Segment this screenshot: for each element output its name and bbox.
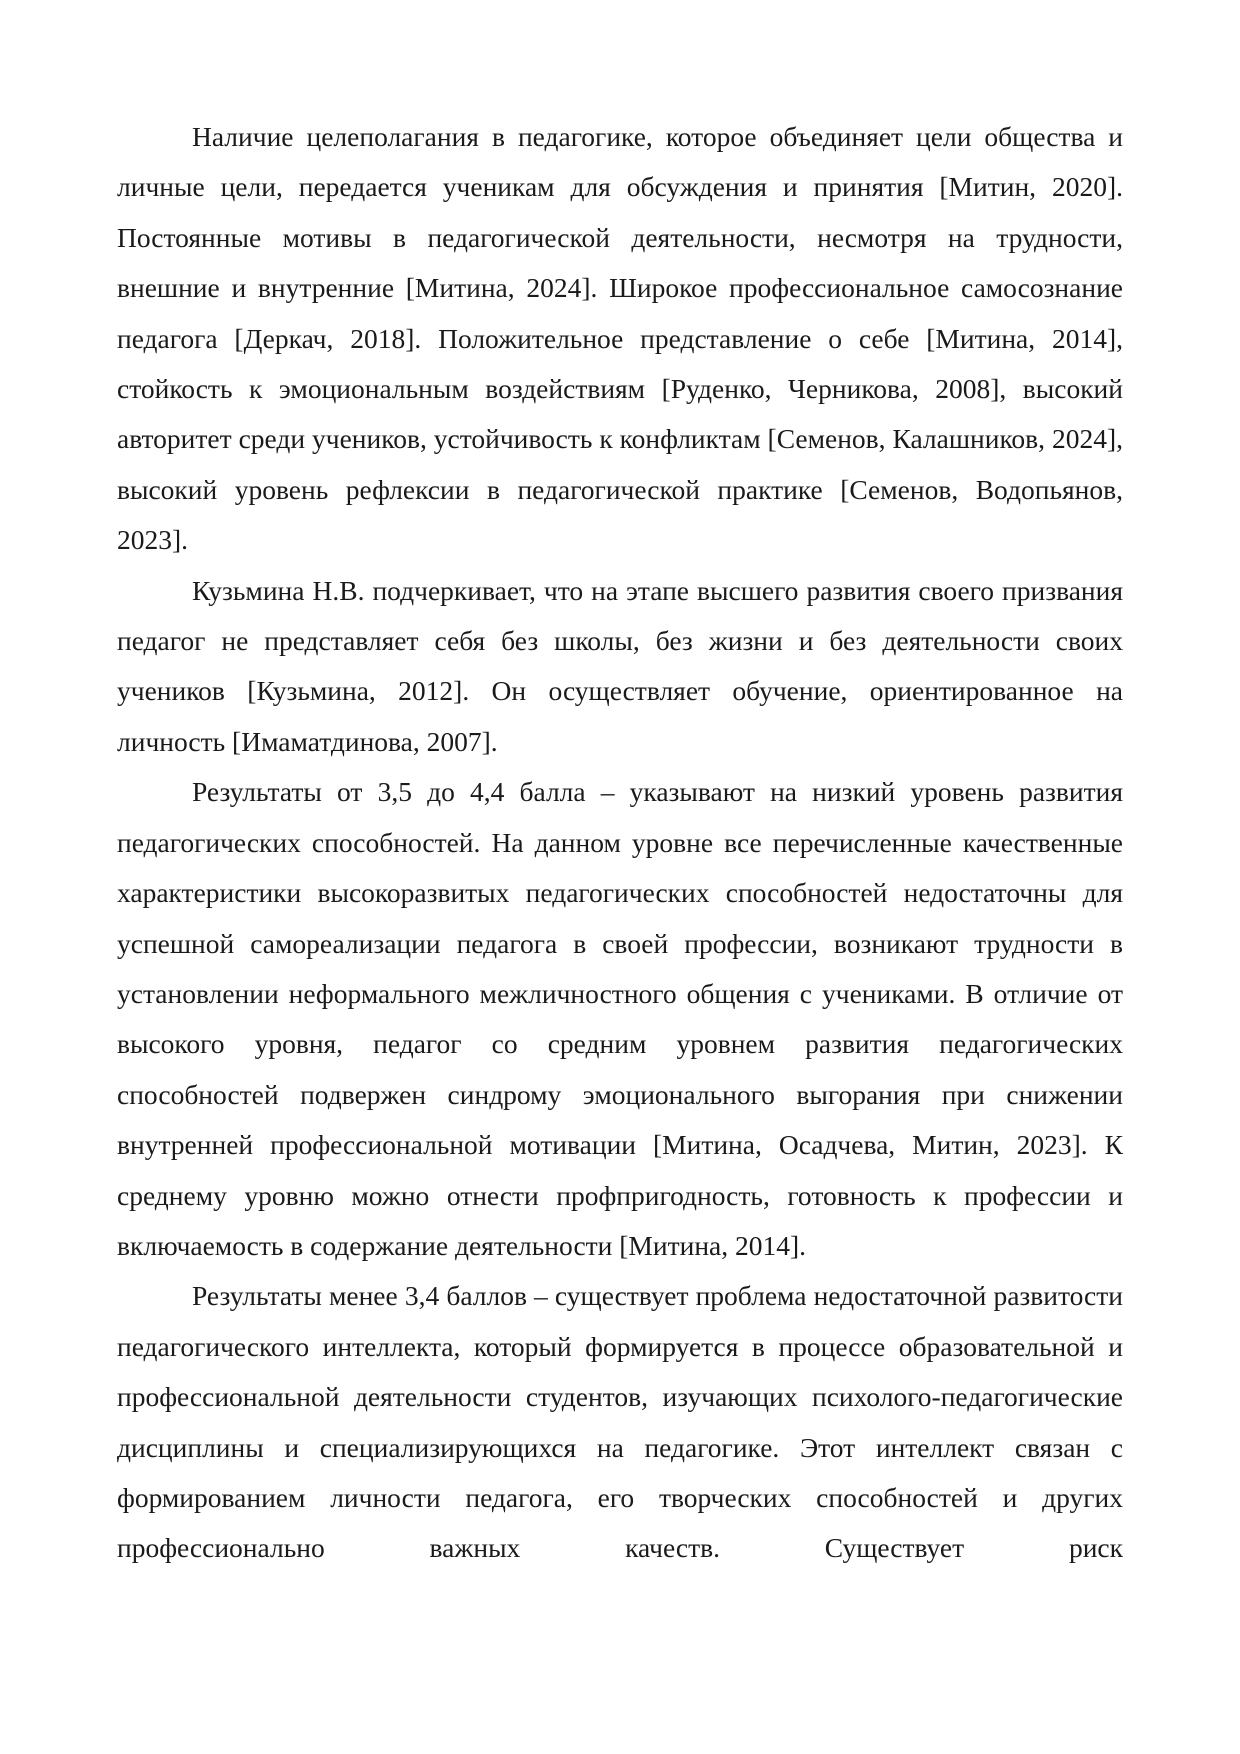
paragraph-results-3-5-4-4: Результаты от 3,5 до 4,4 балла – указывают на низкий уровень развития педагогических способностей. На данном уровне все перечисленные качественные характеристики высокоразвитых педагогических способностей недостаточны для успешной самореализации педагога в своей профессии, возникают трудности в установлении неформального межличностного общения с учениками. В отличие от высокого уровня, педагог со средним уровнем развития педагогических способностей подвержен синдрому эмоционального выгорания при снижении внутренней профессиональной мотивации [Митина, Осадчева, Митин, 2023]. К среднему уровню можно отнести профпригодность, готовность к профессии и включаемость в содержание деятельности [Митина, 2014]. (117, 776, 1123, 1261)
document-page (117, 112, 1123, 1574)
paragraph-goal-setting: Наличие целеполагания в педагогике, которое объединяет цели общества и личные цели, передается ученикам для обсуждения и принятия [Митин, 2020]. Постоянные мотивы в педагогической деятельности, несмотря на трудности, внешние и внутренние [Митина, 2024]. Широкое профессиональное самосознание педагога [Деркач, 2018]. Положительное представление о себе [Митина, 2014], стойкость к эмоциональным воздействиям [Руденко, Черникова, 2008], высокий авторитет среди учеников, устойчивость к конфликтам [Семенов, Калашников, 2024], высокий уровень рефлексии в педагогической практике [Семенов, Водопьянов, 2023]. (117, 121, 1123, 556)
paragraph-kuzmina: Кузьмина Н.В. подчеркивает, что на этапе высшего развития своего призвания педагог не представляет себя без школы, без жизни и без деятельности своих учеников [Кузьмина, 2012]. Он осуществляет обучение, ориентированное на личность [Имаматдинова, 2007]. (117, 574, 1123, 757)
paragraph-results-below-3-4: Результаты менее 3,4 баллов – существует проблема недостаточной развитости педагогического интеллекта, который формируется в процессе образовательной и профессиональной деятельности студентов, изучающих психолого-педагогические дисциплины и специализирующихся на педагогике. Этот интеллект связан с формированием личности педагога, его творческих способностей и других профессионально важных качеств. Существует риск (117, 1280, 1123, 1564)
